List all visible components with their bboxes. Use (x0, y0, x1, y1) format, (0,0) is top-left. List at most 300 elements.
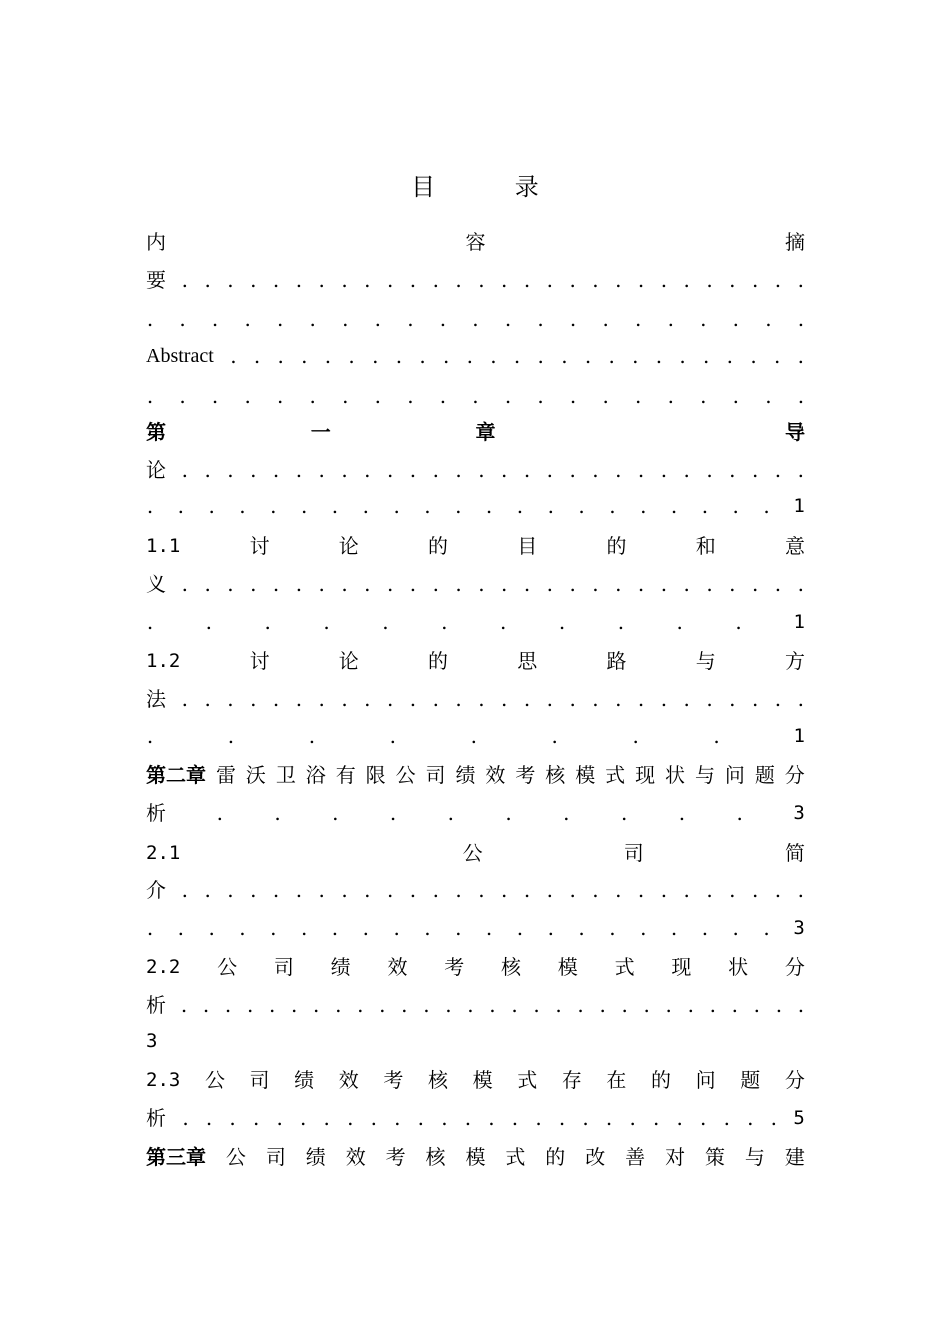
leader-dot: . (478, 572, 485, 596)
leader-dot: . (617, 610, 625, 634)
toc-line (146, 226, 805, 258)
leader-dot: . (592, 687, 599, 711)
leader-dot: . (467, 993, 474, 1017)
toc-text: 路 (606, 649, 627, 673)
leader-dot: . (599, 993, 606, 1017)
toc-text: 与 (694, 763, 715, 787)
leader-dot: . (584, 344, 592, 368)
leader-dot: . (441, 1106, 448, 1130)
leader-dot: . (204, 268, 211, 292)
leader-dot: . (227, 687, 234, 711)
leader-dot: . (670, 916, 678, 940)
leader-dot: . (578, 494, 585, 518)
toc-text: 考 (385, 1145, 406, 1169)
leader-dot: . (341, 458, 348, 482)
toc-line (146, 380, 805, 412)
leader-dot: . (478, 268, 485, 292)
leader-dot: . (660, 687, 668, 711)
toc-text: 核 (545, 763, 566, 787)
leader-dot: . (386, 572, 394, 596)
leader-dot: . (670, 494, 678, 518)
leader-dot: . (227, 572, 234, 596)
toc-text: 核 (427, 1068, 448, 1092)
toc-text: Abstract (146, 345, 214, 367)
toc-text: 的 (428, 534, 449, 558)
leader-dot: . (775, 993, 783, 1017)
leader-dot: . (393, 494, 400, 518)
toc-text: 1.1 (146, 535, 181, 557)
toc-text: 限 (365, 763, 386, 787)
leader-dot: . (301, 344, 308, 368)
toc-line (146, 264, 805, 296)
leader-dot: . (181, 687, 188, 711)
toc-text: 题 (754, 763, 775, 787)
leader-dot: . (204, 878, 211, 902)
leader-dot: . (472, 384, 479, 408)
toc-text: 分 (784, 955, 805, 979)
leader-dot: . (253, 344, 261, 368)
leader-dot: . (635, 384, 642, 408)
leader-dot: . (615, 458, 622, 482)
leader-dot: . (569, 687, 576, 711)
leader-dot: . (523, 458, 531, 482)
leader-dot: . (546, 687, 553, 711)
toc-text: 摘 (785, 230, 805, 254)
toc-text: 绩 (330, 955, 351, 979)
leader-dot: . (204, 687, 211, 711)
toc-text: 要 (146, 268, 166, 292)
toc-text: 式 (605, 763, 626, 787)
toc-line (146, 416, 805, 448)
leader-dot: . (347, 1106, 354, 1130)
leader-dot: . (751, 268, 759, 292)
leader-dot: . (563, 801, 570, 825)
leader-dot: . (300, 1106, 307, 1130)
leader-dot: . (535, 1106, 542, 1130)
leader-dot: . (146, 307, 154, 331)
leader-dot: . (179, 307, 186, 331)
leader-dot: . (706, 268, 713, 292)
leader-dot: . (731, 993, 738, 1017)
toc-text: 公 (462, 841, 483, 865)
leader-dot: . (635, 307, 642, 331)
leader-dot: . (709, 993, 716, 1017)
leader-dot: . (441, 610, 448, 634)
leader-dot: . (501, 268, 508, 292)
leader-dot: . (729, 572, 736, 596)
leader-dot: . (774, 268, 782, 292)
leader-dot: . (374, 307, 381, 331)
leader-dot: . (455, 572, 462, 596)
leader-dot: . (300, 916, 308, 940)
toc-line (146, 340, 805, 372)
toc-text: 效 (338, 1068, 359, 1092)
toc-text: 模 (575, 763, 596, 787)
leader-dot: . (701, 494, 709, 518)
leader-dot: . (660, 458, 668, 482)
leader-dot: . (295, 572, 303, 596)
leader-dot: . (177, 494, 184, 518)
leader-dot: . (605, 1106, 613, 1130)
leader-dot: . (478, 687, 485, 711)
leader-dot: . (455, 268, 462, 292)
leader-dot: . (592, 878, 599, 902)
toc-line (146, 645, 805, 677)
toc-text: 司 (623, 841, 644, 865)
leader-dot: . (703, 344, 710, 368)
leader-dot: . (797, 687, 804, 711)
leader-dot: . (615, 572, 622, 596)
leader-dot: . (655, 344, 663, 368)
toc-text: 第 (146, 420, 166, 444)
leader-dot: . (577, 993, 584, 1017)
leader-dot: . (447, 801, 454, 825)
leader-dot: . (637, 687, 645, 711)
leader-dot: . (700, 1106, 707, 1130)
toc-text: 式 (517, 1068, 538, 1092)
leader-dot: . (797, 993, 805, 1017)
leader-dot: . (511, 993, 518, 1017)
leader-dot: . (561, 344, 568, 368)
leader-dot: . (523, 268, 531, 292)
leader-dot: . (726, 344, 734, 368)
leader-dot: . (364, 878, 371, 902)
leader-dot: . (546, 572, 553, 596)
toc-text: 模 (465, 1145, 486, 1169)
leader-dot: . (621, 993, 628, 1017)
toc-text: 考 (515, 763, 536, 787)
leader-dot: . (227, 458, 234, 482)
leader-dot: . (204, 458, 211, 482)
leader-dot: . (295, 687, 303, 711)
leader-dot: . (797, 878, 804, 902)
leader-dot: . (264, 610, 271, 634)
toc-text: 论 (338, 534, 359, 558)
leader-dot: . (382, 610, 389, 634)
leader-dot: . (640, 494, 647, 518)
toc-text: 改 (585, 1145, 606, 1169)
leader-dot: . (478, 458, 485, 482)
leader-dot: . (706, 687, 713, 711)
leader-dot: . (569, 384, 577, 408)
leader-dot: . (797, 458, 804, 482)
leader-dot: . (501, 878, 508, 902)
leader-dot: . (523, 687, 531, 711)
leader-dot: . (629, 1106, 636, 1130)
leader-dot: . (379, 993, 386, 1017)
leader-dot: . (676, 610, 683, 634)
toc-text: 分 (784, 763, 805, 787)
toc-text: 义 (146, 572, 166, 596)
toc-text: 公 (395, 763, 416, 787)
leader-dot: . (501, 687, 508, 711)
toc-line (146, 1102, 805, 1134)
leader-dot: . (323, 610, 330, 634)
leader-dot: . (499, 610, 507, 634)
leader-dot: . (374, 384, 381, 408)
leader-dot: . (341, 572, 348, 596)
leader-dot: . (700, 307, 707, 331)
page-number: 3 (793, 917, 805, 939)
toc-text: 善 (625, 1145, 646, 1169)
leader-dot: . (362, 494, 369, 518)
leader-dot: . (765, 307, 772, 331)
toc-text: 简 (784, 841, 805, 865)
leader-dot: . (318, 572, 325, 596)
toc-text: 状 (665, 763, 685, 787)
page-number: 1 (793, 495, 805, 517)
leader-dot: . (472, 307, 479, 331)
leader-dot: . (546, 878, 553, 902)
leader-dot: . (295, 878, 303, 902)
toc-text: 绩 (294, 1068, 315, 1092)
leader-dot: . (551, 724, 558, 748)
leader-dot: . (409, 878, 417, 902)
toc-line (146, 989, 805, 1021)
leader-dot: . (313, 993, 320, 1017)
leader-dot: . (516, 916, 524, 940)
leader-dot: . (683, 687, 690, 711)
leader-dot: . (660, 268, 668, 292)
leader-dot: . (713, 724, 720, 748)
leader-dot: . (455, 494, 462, 518)
toc-text: 效 (387, 955, 408, 979)
leader-dot: . (732, 494, 739, 518)
leader-dot: . (569, 307, 577, 331)
leader-dot: . (250, 878, 257, 902)
leader-dot: . (729, 268, 736, 292)
page-number: 5 (793, 1107, 805, 1129)
leader-dot: . (753, 993, 761, 1017)
leader-dot: . (537, 307, 544, 331)
leader-dot: . (342, 307, 349, 331)
toc-text: 现 (671, 955, 692, 979)
leader-dot: . (318, 458, 325, 482)
toc-text: 核 (501, 955, 522, 979)
toc-text: 1.2 (146, 650, 181, 672)
leader-dot: . (181, 878, 188, 902)
toc-text: 司 (265, 1145, 286, 1169)
leader-dot: . (732, 307, 740, 331)
toc-text: 公 (217, 955, 238, 979)
leader-dot: . (323, 1106, 330, 1130)
leader-dot: . (146, 916, 154, 940)
leader-dot: . (432, 268, 439, 292)
leader-dot: . (239, 494, 246, 518)
toc-text: 司 (249, 1068, 270, 1092)
leader-dot: . (667, 307, 674, 331)
leader-dot: . (227, 724, 235, 748)
leader-dot: . (386, 687, 394, 711)
toc-line (146, 874, 805, 906)
toc-text: 在 (606, 1068, 627, 1092)
leader-dot: . (797, 572, 804, 596)
leader-dot: . (747, 1106, 754, 1130)
leader-dot: . (244, 307, 251, 331)
leader-dot: . (615, 878, 622, 902)
leader-dot: . (455, 916, 462, 940)
toc-text: 析 (146, 1106, 166, 1130)
toc-title: 目 录 (411, 173, 575, 201)
leader-dot: . (250, 687, 257, 711)
toc-line (146, 797, 805, 829)
leader-dot: . (393, 916, 400, 940)
leader-dot: . (569, 572, 576, 596)
toc-text: 问 (695, 1068, 716, 1092)
toc-text: 意 (784, 534, 805, 558)
leader-dot: . (389, 801, 397, 825)
toc-line (146, 1141, 805, 1173)
toc-text: 容 (465, 230, 486, 254)
leader-dot: . (318, 268, 325, 292)
leader-dot: . (274, 801, 281, 825)
toc-text: 论 (146, 458, 166, 482)
leader-dot: . (523, 572, 531, 596)
leader-dot: . (211, 384, 219, 408)
leader-dot: . (277, 307, 284, 331)
leader-dot: . (732, 916, 739, 940)
leader-dot: . (386, 458, 394, 482)
leader-dot: . (229, 1106, 236, 1130)
toc-line (146, 303, 805, 335)
leader-dot: . (751, 878, 759, 902)
toc-text: 析 (146, 993, 166, 1017)
toc-line (146, 606, 805, 638)
leader-dot: . (357, 993, 364, 1017)
leader-dot: . (683, 878, 690, 902)
leader-dot: . (676, 1106, 683, 1130)
toc-text: 题 (740, 1068, 761, 1092)
leader-dot: . (466, 344, 473, 368)
toc-line (146, 720, 805, 752)
leader-dot: . (277, 384, 284, 408)
toc-text: 介 (146, 878, 166, 902)
leader-dot: . (180, 993, 188, 1017)
leader-dot: . (244, 384, 251, 408)
leader-dot: . (505, 801, 512, 825)
leader-dot: . (602, 307, 609, 331)
leader-dot: . (700, 384, 707, 408)
leader-dot: . (250, 572, 257, 596)
leader-dot: . (683, 572, 690, 596)
toc-line (146, 759, 805, 791)
leader-dot: . (637, 458, 645, 482)
leader-dot: . (211, 307, 219, 331)
leader-dot: . (205, 610, 213, 634)
leader-dot: . (602, 384, 609, 408)
leader-dot: . (489, 993, 496, 1017)
toc-text: 方 (784, 649, 805, 673)
leader-dot: . (592, 458, 599, 482)
leader-dot: . (370, 1106, 377, 1130)
leader-dot: . (295, 458, 303, 482)
leader-dot: . (632, 724, 639, 748)
leader-dot: . (364, 572, 371, 596)
leader-dot: . (332, 801, 339, 825)
leader-dot: . (181, 268, 188, 292)
leader-dot: . (407, 307, 414, 331)
toc-line (146, 1064, 805, 1096)
toc-text: 2.2 (146, 956, 181, 978)
leader-dot: . (272, 458, 280, 482)
leader-dot: . (706, 572, 713, 596)
leader-dot: . (569, 268, 576, 292)
toc-text: 雷 (215, 763, 236, 787)
leader-dot: . (546, 268, 553, 292)
leader-dot: . (609, 916, 616, 940)
toc-text: 2.3 (146, 1069, 181, 1091)
leader-dot: . (291, 993, 298, 1017)
leader-dot: . (609, 494, 616, 518)
leader-dot: . (432, 572, 439, 596)
leader-dot: . (224, 993, 232, 1017)
toc-text: 对 (665, 1145, 686, 1169)
leader-dot: . (608, 344, 615, 368)
leader-dot: . (729, 458, 736, 482)
leader-dot: . (181, 458, 188, 482)
leader-dot: . (683, 268, 690, 292)
leader-dot: . (464, 1106, 472, 1130)
leader-dot: . (419, 344, 426, 368)
leader-dot: . (637, 572, 645, 596)
toc-line (146, 1025, 805, 1057)
leader-dot: . (615, 268, 622, 292)
toc-text: 沃 (245, 763, 266, 787)
leader-dot: . (729, 687, 736, 711)
leader-dot: . (615, 687, 622, 711)
toc-text: 析 (146, 801, 166, 825)
leader-dot: . (423, 993, 430, 1017)
leader-dot: . (558, 1106, 566, 1130)
toc-line (146, 490, 805, 522)
page-number: 1 (793, 725, 805, 747)
leader-dot: . (417, 1106, 425, 1130)
leader-dot: . (204, 572, 211, 596)
leader-dot: . (424, 494, 431, 518)
toc-text: 的 (428, 649, 449, 673)
leader-dot: . (555, 993, 562, 1017)
leader-dot: . (667, 384, 674, 408)
toc-text: 与 (744, 1145, 765, 1169)
leader-dot: . (750, 344, 757, 368)
leader-dot: . (706, 458, 713, 482)
toc-line (146, 530, 805, 562)
leader-dot: . (270, 916, 277, 940)
leader-dot: . (537, 344, 544, 368)
leader-dot: . (763, 916, 770, 940)
leader-dot: . (774, 572, 782, 596)
leader-dot: . (516, 494, 524, 518)
leader-dot: . (439, 307, 447, 331)
toc-text: 式 (505, 1145, 526, 1169)
leader-dot: . (318, 878, 325, 902)
leader-dot: . (309, 307, 316, 331)
leader-dot: . (205, 1106, 213, 1130)
leader-dot: . (478, 878, 485, 902)
toc-text: 的 (651, 1068, 672, 1092)
leader-dot: . (146, 610, 154, 634)
leader-dot: . (395, 344, 403, 368)
leader-dot: . (348, 344, 355, 368)
leader-dot: . (485, 916, 493, 940)
toc-text: 式 (614, 955, 635, 979)
leader-dot: . (533, 993, 540, 1017)
leader-dot: . (227, 878, 234, 902)
leader-dot: . (723, 1106, 730, 1130)
leader-dot: . (455, 458, 462, 482)
leader-dot: . (308, 724, 316, 748)
leader-dot: . (797, 307, 805, 331)
